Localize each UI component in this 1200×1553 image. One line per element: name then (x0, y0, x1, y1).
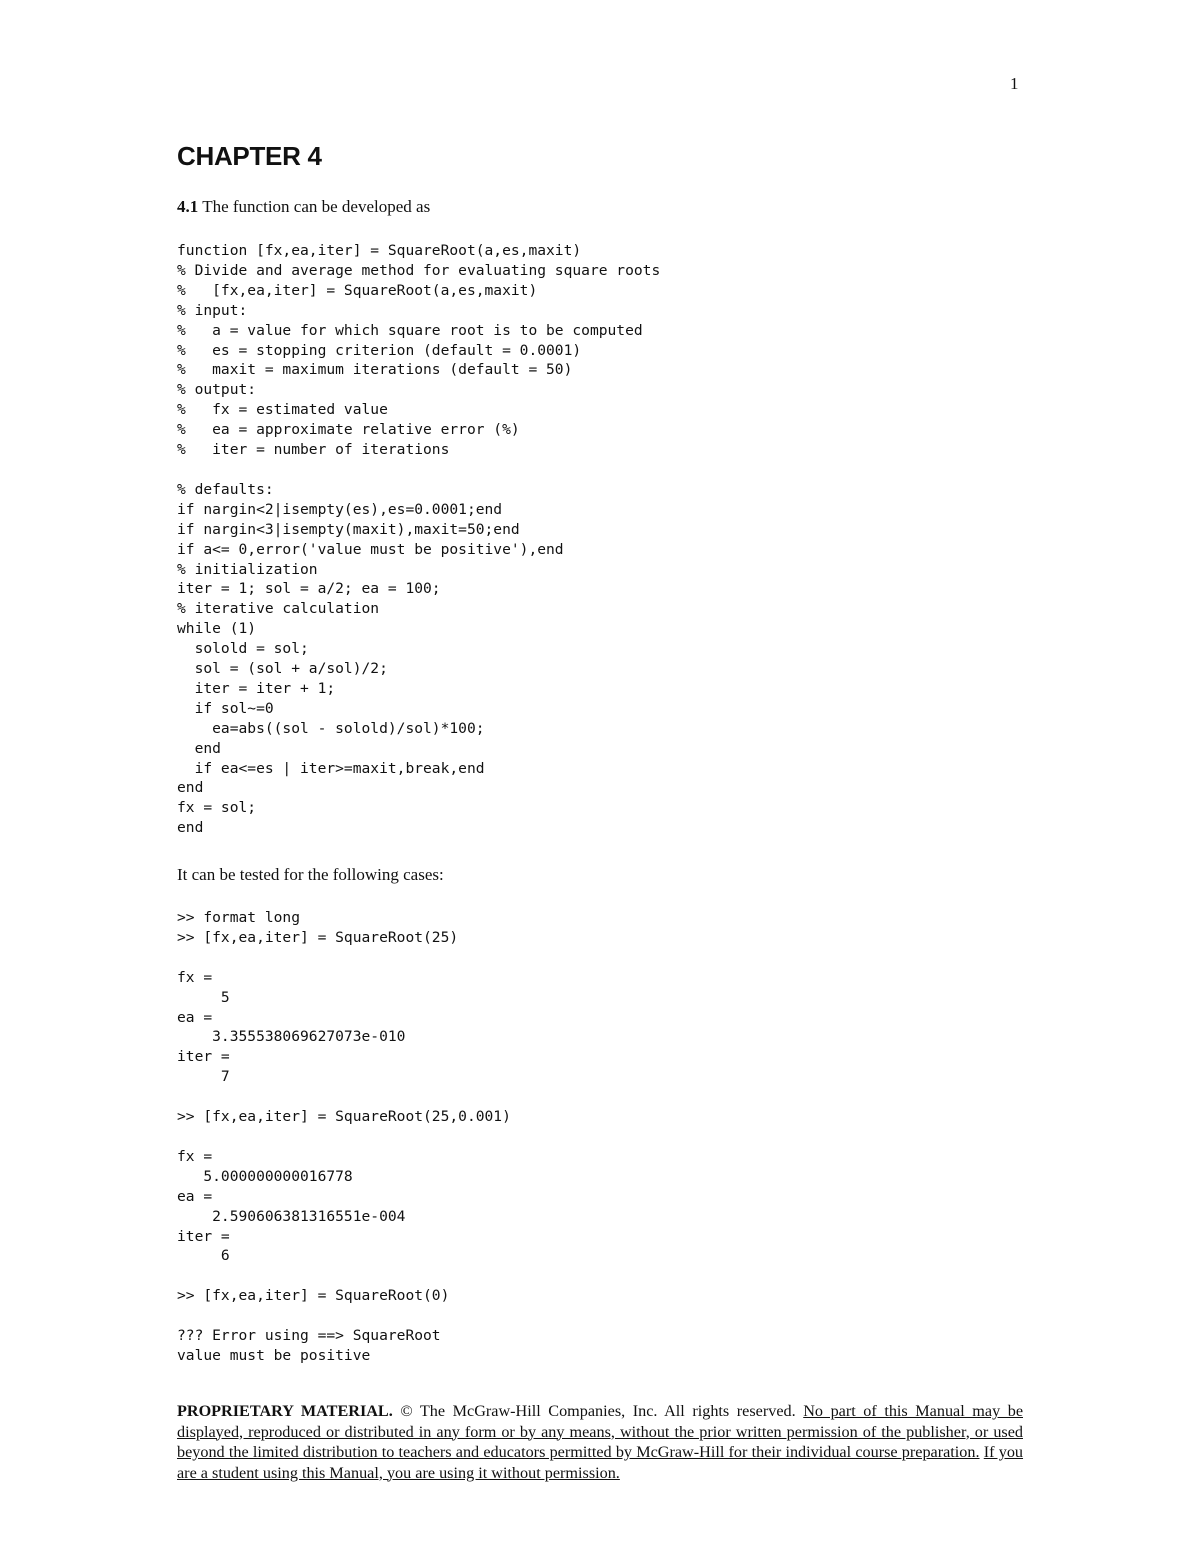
code-line: if ea<=es | iter>=maxit,break,end (177, 759, 485, 777)
code-line: >> [fx,ea,iter] = SquareRoot(0) (177, 1287, 450, 1305)
copyright-footer (177, 1401, 1023, 1483)
code-line: fx = sol; (177, 799, 257, 817)
page-number: 1 (1010, 74, 1019, 93)
code-line: % initialization (177, 560, 318, 578)
test-session-listing (177, 908, 511, 1366)
code-line: iter = 1; sol = a/2; ea = 100; (177, 580, 441, 598)
code-line: 5.000000000016778 (177, 1167, 353, 1185)
code-line: end (177, 819, 204, 837)
code-line: ea = (177, 1187, 213, 1205)
code-line: % [fx,ea,iter] = SquareRoot(a,es,maxit) (177, 281, 538, 299)
code-line: % defaults: (177, 480, 274, 498)
code-line: 2.590606381316551e-004 (177, 1207, 406, 1225)
code-line: value must be positive (177, 1346, 371, 1364)
footer-notice: No part of this Manual may be displayed, reproduced or distributed in any form or by any means, without the prior written permission of the publisher, or used beyond the limited distribution to teachers and educators permitted by McGraw-Hill for their individual course preparation. (177, 1402, 1023, 1461)
code-line: iter = iter + 1; (177, 679, 336, 697)
code-line: if nargin<2|isempty(es),es=0.0001;end (177, 500, 503, 518)
code-line: if sol~=0 (177, 699, 274, 717)
code-line: fx = (177, 1147, 213, 1165)
code-line: % ea = approximate relative error (%) (177, 421, 520, 439)
problem-intro-text: The function can be developed as (202, 197, 431, 216)
code-line: ea=abs((sol - solold)/sol)*100; (177, 719, 485, 737)
code-line: 3.355538069627073e-010 (177, 1028, 406, 1046)
problem-number: 4.1 (177, 197, 199, 216)
footer-student-notice: If you are a student using this Manual, you are using it without permission. (177, 1443, 1024, 1482)
code-line: end (177, 779, 204, 797)
code-line: % iterative calculation (177, 600, 380, 618)
problem-intro (177, 197, 430, 217)
code-line: if nargin<3|isempty(maxit),maxit=50;end (177, 520, 520, 538)
code-line: 7 (177, 1068, 230, 1086)
code-line: % maxit = maximum iterations (default = 50) (177, 361, 573, 379)
chapter-title: CHAPTER 4 (177, 141, 322, 171)
code-line: 5 (177, 988, 230, 1006)
code-line: while (1) (177, 620, 257, 638)
code-line: % Divide and average method for evaluating square roots (177, 261, 661, 279)
code-line: iter = (177, 1227, 230, 1245)
code-line: % output: (177, 381, 257, 399)
code-line: 6 (177, 1247, 230, 1265)
code-line: % fx = estimated value (177, 401, 388, 419)
code-line: % a = value for which square root is to be computed (177, 321, 643, 339)
code-line: % es = stopping criterion (default = 0.0001) (177, 341, 582, 359)
code-line: ea = (177, 1008, 213, 1026)
code-line: >> [fx,ea,iter] = SquareRoot(25) (177, 928, 459, 946)
code-line: if a<= 0,error('value must be positive'),end (177, 540, 564, 558)
test-cases-intro: It can be tested for the following cases: (177, 865, 444, 884)
footer-copyright: © The McGraw-Hill Companies, Inc. All rights reserved. (400, 1402, 796, 1420)
code-line: >> format long (177, 909, 301, 926)
code-line: solold = sol; (177, 640, 309, 658)
code-line: iter = (177, 1048, 230, 1066)
code-line: end (177, 739, 221, 757)
code-line: function [fx,ea,iter] = SquareRoot(a,es,maxit) (177, 242, 582, 259)
footer-lead: PROPRIETARY MATERIAL. (177, 1402, 393, 1420)
code-line: fx = (177, 968, 213, 986)
code-line: % iter = number of iterations (177, 441, 450, 459)
function-code-listing (177, 241, 660, 838)
code-line: sol = (sol + a/sol)/2; (177, 660, 388, 678)
code-line: ??? Error using ==> SquareRoot (177, 1327, 441, 1345)
code-line: >> [fx,ea,iter] = SquareRoot(25,0.001) (177, 1108, 511, 1126)
code-line: % input: (177, 301, 248, 319)
